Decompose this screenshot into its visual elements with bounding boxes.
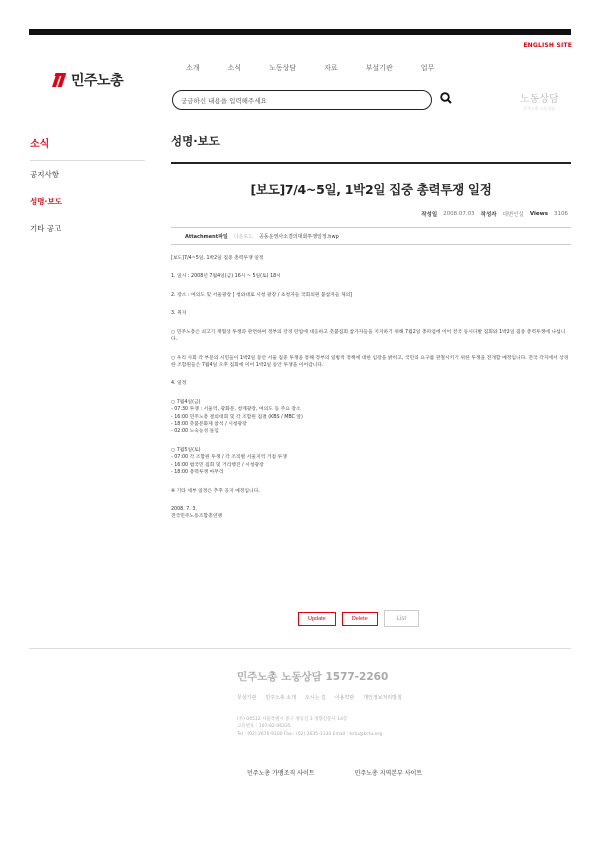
- main-nav: [186, 63, 434, 73]
- body-spacer: [171, 318, 571, 329]
- body-line: 3. 취지: [171, 311, 187, 317]
- post-author: 대변인실: [502, 212, 524, 218]
- body-line: - 07:30 투쟁 : 서울역, 광화문, 청계광장, 여의도 등 주요 장소: [171, 407, 301, 413]
- post-date: 2008.07.03: [443, 211, 475, 217]
- nav-item-work[interactable]: 업무: [420, 64, 435, 72]
- attachment-row: [171, 227, 571, 245]
- english-site-link[interactable]: ENGLISH SITE: [523, 42, 572, 49]
- search-input[interactable]: 궁금하신 내용을 입력해주세요: [172, 90, 432, 110]
- footer-sites: [247, 768, 422, 777]
- body-line: - 18:00 촛불문화제 참석 / 시청광장: [171, 422, 247, 428]
- action-buttons: [298, 612, 419, 627]
- body-line: - 07:00 각 조합원 투쟁 / 각 조직별 서울지역 거점 투쟁: [171, 455, 287, 461]
- regional-sites-link[interactable]: 민주노총 지역본부 사이트: [354, 770, 423, 777]
- post-views: 3106: [554, 211, 568, 217]
- body-spacer: [171, 262, 571, 273]
- logo-text: 민주노총: [71, 73, 124, 89]
- footer-link-directions[interactable]: 오시는 길: [304, 695, 326, 701]
- body-line: 2008. 7. 3.: [171, 507, 197, 513]
- body-line: ○ 7월5일(토): [171, 447, 201, 453]
- footer-link-about[interactable]: 민주노총 소개: [265, 695, 296, 701]
- nav-item-resources[interactable]: 자료: [324, 64, 338, 72]
- logo-mark-icon: [52, 73, 68, 87]
- delete-button[interactable]: Delete: [342, 612, 378, 626]
- labor-counsel-sublabel: 민주노총 노동상담: [523, 106, 556, 111]
- body-spacer: [171, 436, 571, 447]
- body-line: 1. 일시 : 2008년 7월4일(금) 16시 ~ 5일(토) 18시: [171, 274, 281, 280]
- body-line: - 02:00 노숙농성 돌입: [171, 429, 219, 435]
- footer-info: [237, 716, 382, 738]
- footer-contact: Tel : (02) 2670-9100 Fax : (02) 2635-1134 Email : kctu@kctu.org: [237, 731, 383, 737]
- footer-address: (우) 04512 서울특별시 중구 정동길 3 경향신문사 14층: [237, 717, 348, 722]
- logo[interactable]: [52, 72, 123, 88]
- page-title: 성명·보도: [171, 134, 220, 148]
- author-label: 작성자: [480, 212, 497, 218]
- nav-item-news[interactable]: 소식: [227, 64, 242, 72]
- nav-item-counsel[interactable]: 노동상담: [269, 64, 297, 72]
- labor-counsel-link[interactable]: [520, 90, 559, 112]
- sidebar-item-press[interactable]: 성명·보도: [30, 197, 62, 206]
- body-line: ○ 우리 사회 각 부문의 시민들이 1박2일 동안 서울 집중 투쟁을 통해 정부의 일방적 정책에 대한 입장을 밝히고, 국민의 요구를 관철시키기 위한 투쟁을 전개할 예정입니다. 전국 각지에서 상경한 조합원들은 7월4일 오후 집회에 이어 1박2일 동안 투쟁을 이어갑니다.: [171, 355, 569, 368]
- attachment-label: Attachment파일: [185, 233, 228, 240]
- download-label: 다운로드: [233, 233, 254, 240]
- body-line: - 16:00 민주노총 결의대회 및 각 조합원 집결 (KBS / MBC 앞): [171, 414, 303, 420]
- body-line: ○ 7월4일(금): [171, 399, 201, 405]
- body-line: ○ 민주노총은 쇠고기 재협상 투쟁과 관련하여 정부의 강경 탄압에 대응하고 촛불집회 참가자들을 지지하기 위해 7월2일 총파업에 이어 전국 동시다발 집회와 1박2일 집중 총력투쟁에 나섭니다.: [171, 329, 566, 343]
- nav-item-about[interactable]: 소개: [186, 64, 200, 72]
- attachment-file-link[interactable]: 공동운영사소결의대회투쟁일정.hwp: [259, 233, 339, 240]
- body-spacer: [171, 369, 571, 380]
- search-icon[interactable]: [440, 92, 452, 104]
- body-line: - 18:00 총력투쟁 마무리: [171, 470, 224, 476]
- post-title: [보도]7/4~5일, 1박2일 집중 총력투쟁 일정: [250, 182, 492, 197]
- footer-link-terms[interactable]: 이용약관: [334, 695, 355, 701]
- body-line: 전국민주노동조합총연맹: [171, 514, 222, 520]
- body-spacer: [171, 299, 571, 310]
- body-line: - 16:00 범국민 집회 및 거리행진 / 시청광장: [171, 462, 264, 468]
- post-body: [171, 255, 571, 521]
- footer-link-affiliates[interactable]: 무상기관: [237, 695, 257, 701]
- affiliate-sites-link[interactable]: 민주노총 가맹조직 사이트: [247, 770, 315, 777]
- footer-divider: [29, 648, 571, 649]
- body-line: 4. 일정: [171, 381, 187, 387]
- sidebar-item-other[interactable]: 기타 공고: [30, 224, 62, 233]
- update-button[interactable]: Update: [298, 612, 336, 626]
- footer-business-number: 고유번호 : 107-82-06335: [237, 724, 291, 730]
- title-divider: [171, 162, 571, 164]
- body-spacer: [171, 495, 571, 506]
- nav-item-affiliates[interactable]: 부설기관: [365, 64, 393, 72]
- sidebar: [30, 160, 145, 242]
- body-line: ※ 기타 세부 일정은 추후 공지 예정입니다.: [171, 488, 260, 494]
- sidebar-item-notice[interactable]: 공지사항: [30, 170, 59, 179]
- post-meta: [421, 210, 568, 218]
- body-spacer: [171, 388, 571, 399]
- list-button[interactable]: List: [384, 610, 419, 627]
- views-label: Views: [529, 211, 548, 217]
- top-bar: [29, 29, 571, 35]
- body-spacer: [171, 477, 571, 488]
- footer-hotline: 민주노총 노동상담 1577-2260: [237, 671, 389, 683]
- labor-counsel-label: 노동상담: [520, 94, 559, 105]
- body-line: 2. 장소 : 여의도 및 서울광장 [ 청와대로 시청 광장 / 초청자들 국회의원 불참자들 제의]: [171, 292, 353, 298]
- body-line: [보도]7/4~5일, 1박2일 집중 총력투쟁 일정: [171, 256, 264, 261]
- body-spacer: [171, 281, 571, 292]
- footer-link-privacy[interactable]: 개인정보처리방침: [363, 695, 402, 701]
- body-spacer: [171, 344, 571, 355]
- date-label: 작성일: [421, 212, 438, 218]
- sidebar-title: 소식: [30, 139, 50, 150]
- footer-links: [237, 694, 402, 701]
